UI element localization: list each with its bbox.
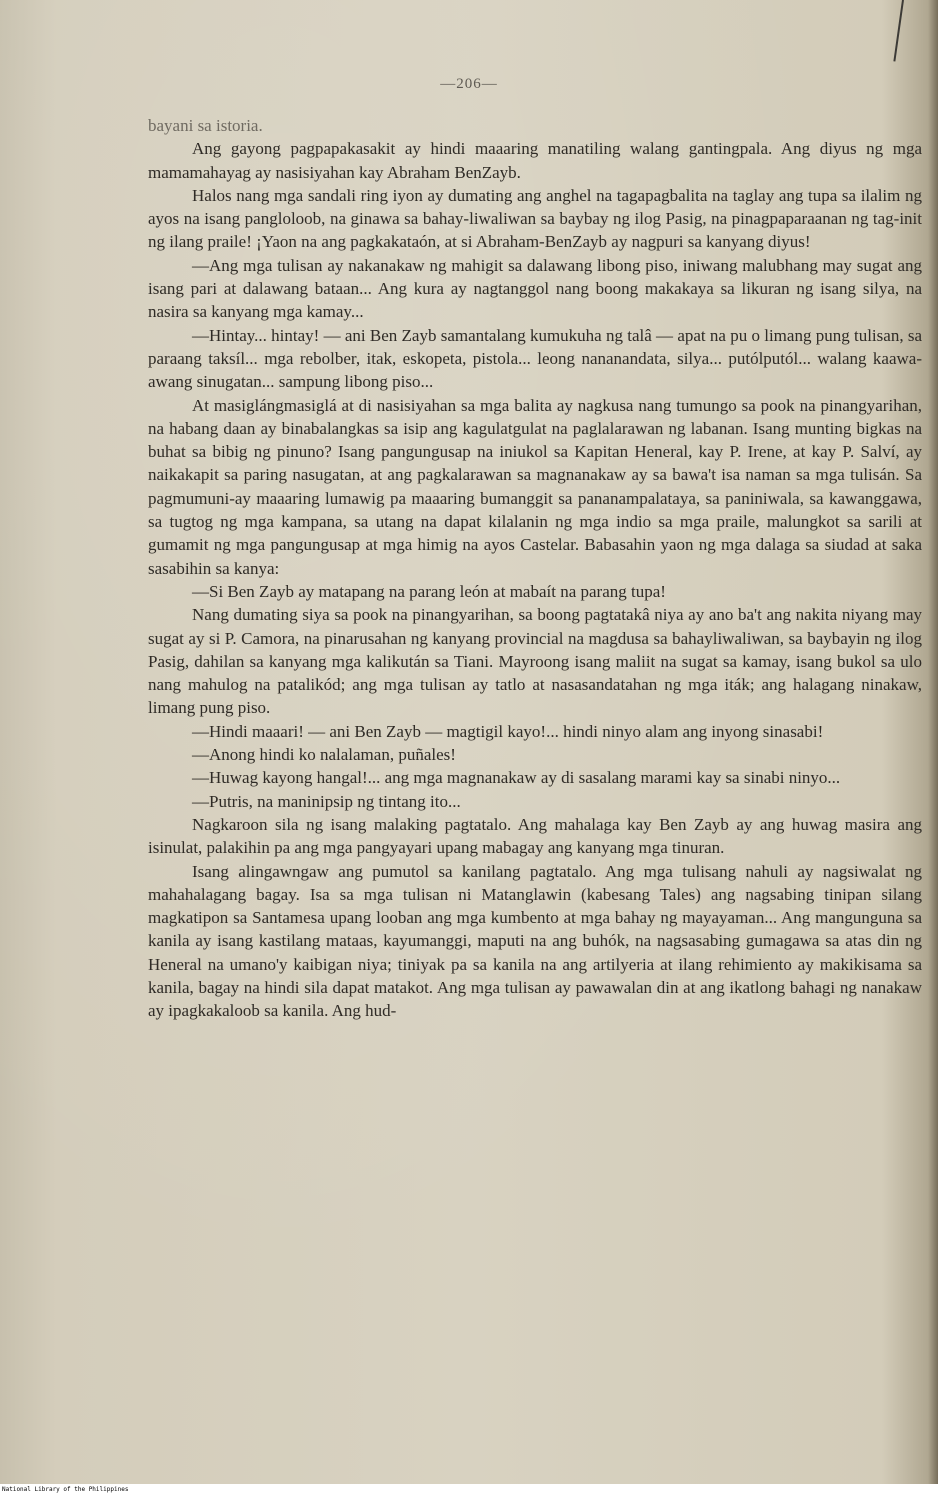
paragraph: Halos nang mga sandali ring iyon ay dumating ang anghel na tagapagbalita na taglay ang tupa sa ilalim ng ayos na isang pangloloob, na ginawa sa bahay-liwaliwan sa baybay ng ilog Pasig, na pinagpaparaanan ng tag-init ng ilang praile! ¡Yaon na ang pagkakataón, at si Abraham-BenZayb ay nagpuri sa kanyang diyus! — [148, 185, 922, 252]
paragraph: Isang alingawngaw ang pumutol sa kanilang pagtatalo. Ang mga tulisang nahuli ay nagsiwalat ng mahahalagang bagay. Isa sa mga tulisan ni Matanglawin (kabesang Tales) ang nagsabing tinipan silang magkatipon sa Santamesa upang looban ang mga kumbento at mga bahay ng mayayaman... Ang mangunguna sa kanila ay isang kastilang mataas, kayumanggi, maputi na ang buhók, na nagsasabing gumagawa sa atas din ng Heneral na umano'y kaibigan niya; tiniyak pa sa kanila na ang artilyeria at ilang rehimiento ay makikisama sa kanila, bagay na hindi sila dapat matakot. Ang mga tulisan ay pawawalan din at ang ikatlong bahagi ng nanakaw ay ipagkakaloob sa kanila. Ang hud- — [148, 861, 922, 1021]
paragraph: —Anong hindi ko nalalaman, puñales! — [192, 745, 456, 765]
library-credit: National Library of the Philippines — [2, 1486, 129, 1493]
paragraph: bayani sa istoria. — [148, 116, 263, 135]
paragraph: Nagkaroon sila ng isang malaking pagtatalo. Ang mahalaga kay Ben Zayb ay ang huwag masira ang isinulat, palakihin pa ang mga pangyayari upang mabagay ang kanyang mga tinuran. — [148, 814, 922, 858]
paragraph: At masiglángmasiglá at di nasisiyahan sa mga balita ay nagkusa nang tumungo sa pook na pinangyarihan, na habang daan ay binabalangkas sa isip ang kagulatgulat na paglalarawan ng labanan. Isang munting bigkas na buhat sa bibig ng pinuno? Isang pangungusap na iniukol sa Kapitan Heneral, kay P. Irene, at kay P. Salví, ay naikakapit sa paring nasugatan, at ang pagkalarawan sa magnanakaw ay sa bawa't isa naman sa mga tulisán. Sa pagmumuni-ay maaaring lumawig pa maaaring bumanggit sa pananampalataya, sa paniniwala, sa kawanggawa, sa tugtog ng mga kampana, sa utang na dapat kilalanin ng mga indio sa mga praile, malungkot sa sarili at gumamit ng mga pangungusap at mga himig na ayos Castelar. Babasahin yaon ng mga dalaga sa siudad at saka sasabihin sa kanya: — [148, 395, 922, 578]
page-text — [148, 114, 922, 1023]
paragraph: —Hindi maaari! — ani Ben Zayb — magtigil kayo!... hindi ninyo alam ang inyong sinasabi! — [192, 721, 824, 741]
page-number: —206— — [440, 76, 498, 92]
paragraph: Nang dumating siya sa pook na pinangyarihan, sa boong pagtatakâ niya ay ano ba't ang nakita niyang may sugat ay si P. Camora, na pinarusahan ng kanyang provincial na magdusa sa bahayliwaliwan, sa baybayin ng ilog Pasig, dahilan sa kanyang mga kalikután sa Tiani. Mayroong isang maliit na sugat sa kamay, isang bukol sa ulo nang mahulog na patalikód; ang mga tulisan ay tatlo at nasasandatahan ng mga iták; ang halagang ninakaw, limang pung piso. — [148, 605, 922, 718]
paragraph: Ang gayong pagpapakasakit ay hindi maaaring manatiling walang gantingpala. Ang diyus ng mga mamamahayag ay nasisiyahan kay Abraham BenZayb. — [148, 139, 922, 182]
paragraph: —Si Ben Zayb ay matapang na parang león at mabaít na parang tupa! — [192, 581, 666, 601]
paragraph: —Hintay... hintay! — ani Ben Zayb samantalang kumukuha ng talâ — apat na pu o limang pung tulisan, sa paraang taksíl... mga rebolber, itak, eskopeta, pistola... leong nananandata, silya... putólputól... walang kaawa-awang sinugatan... sampung libong piso... — [148, 325, 922, 392]
paragraph: —Ang mga tulisan ay nakanakaw ng mahigit sa dalawang libong piso, iniwang malubhang may sugat ang isang pari at dalawang bataan... Ang kura ay nagtanggol nang boong makakaya sa likuran ng isang silya, na nasira sa kanyang mga kamay... — [148, 255, 922, 322]
pen-mark — [893, 0, 904, 62]
paragraph: —Putris, na maninipsip ng tintang ito... — [192, 791, 461, 811]
paragraph: —Huwag kayong hangal!... ang mga magnanakaw ay di sasalang marami kay sa sinabi ninyo... — [192, 768, 841, 788]
